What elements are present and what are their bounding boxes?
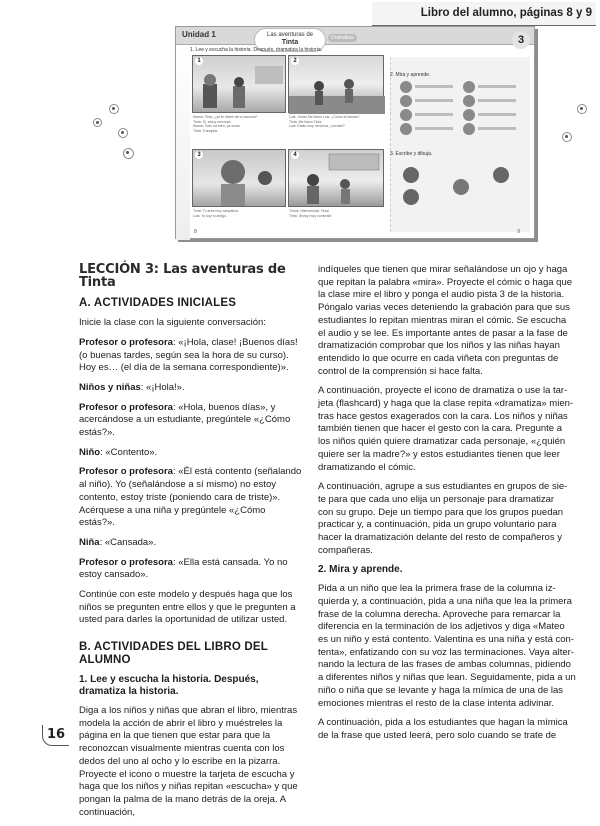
thumbnail-footer-left: 8 — [194, 229, 197, 235]
right-column — [318, 264, 600, 750]
dialogue-text: : «Cansada». — [99, 536, 157, 548]
dialogue-speaker: Niño — [79, 446, 101, 458]
section-a-heading: A. ACTIVIDADES INICIALES — [79, 297, 237, 310]
panel-4-dialogue: Todos: ¡Bienvenida, Tinta! Tinta: ¡Estoy muy contenta! — [289, 209, 332, 218]
dramatiza-badge: Dramatiza — [328, 34, 357, 42]
text-line: jeta (flashcard) y haga que la clase repita «dramatiza» mien- — [318, 398, 574, 410]
dialogue-line — [79, 466, 302, 530]
panel-1-illustration — [193, 56, 287, 114]
text-line: de la frase que usted leerá, pero solo cuando se trate de — [318, 729, 557, 741]
page-header — [372, 2, 596, 26]
dialogue-speaker: Niña — [79, 536, 100, 548]
text-line: control de la comprensión si hace falta. — [318, 365, 483, 377]
thumbnail-footer — [176, 227, 534, 238]
text-line: dramatización comprobar que los niños y las niñas hayan — [318, 340, 560, 352]
thumbnail-instruction-3: 3. Escribe y dibuja. — [390, 151, 433, 157]
panel-1-dialogue: Mamá: Tinta, ¿ya te vistes de tu escuela? Tinta: Sí, estoy nerviosa. Mamá: Todo irá bien, ya verás. Tinta: Tranquila. — [193, 115, 258, 133]
decorative-curl-icon — [577, 104, 587, 114]
dialogue-speaker: Profesor o profesora — [79, 401, 173, 413]
text-line: A continuación, agrupe a sus estudiantes en grupos de sie- — [318, 481, 568, 493]
dialogue-text: : «Él está contento (señalando al niño). Yo (señalándose a sí mismo) no estoy contento, estoy triste (poniendo cara de triste)». Acérquese a una niña y pregúntele «¿Cómo estás?». — [79, 466, 302, 529]
panel-3-dialogue: Tinta: Tú eres muy simpática. Luis: Yo soy tu amigo. — [193, 209, 239, 218]
section-b-heading: B. ACTIVIDADES DEL LIBRO DEL ALUMNO — [79, 641, 268, 666]
text-line: nando la lectura de las frases de ambas columnas, pidiendo — [318, 659, 571, 671]
page-number: 16 — [47, 727, 66, 742]
dialogue-line — [79, 382, 302, 395]
text-line: te para que cada uno elija un personaje para dramatizar — [318, 493, 555, 505]
panel-2-dialogue: Luis: ¡Hola! Me llamo Luis. ¿Cómo te llamas? Tinta: Me llamo Tinta. Luis: Estás muy nerviosa, ¿verdad? — [289, 115, 360, 128]
right-paragraph-1 — [318, 264, 600, 378]
activity-1-heading: 1. Lee y escucha la historia. Después, dramatiza la historia. — [79, 673, 259, 698]
text-line: a diferentes niños y niñas que lean. Seguidamente, pida a un — [318, 672, 576, 684]
dialogue-text: : «Ella está cansada. Yo no estoy cansado». — [79, 556, 288, 581]
activity-2-heading: 2. Mira y aprende. — [318, 564, 403, 576]
decorative-curl-icon — [118, 128, 128, 138]
dialogue-line — [79, 337, 302, 375]
dialogue-text: : «¡Hola!». — [140, 381, 185, 393]
thumbnail-instruction-1: 1. Lee y escucha la historia. Después, dramatiza la historia. — [190, 47, 323, 53]
dialogue-speaker: Profesor o profesora — [79, 466, 173, 478]
left-column — [79, 264, 302, 826]
dialogue-text: : «Hola, buenos días», y acercándose a un estudiante, pregúntele «¿Cómo estás?». — [79, 401, 291, 439]
header-text: Libro del alumno, páginas 8 y 9 — [420, 7, 592, 19]
lesson-title: LECCIÓN 3: Las aventuras de Tinta — [79, 262, 286, 290]
text-line: tras hace gestos exagerados con la cara. Los niños y niñas — [318, 410, 568, 422]
decorative-curl-icon — [562, 132, 572, 142]
decorative-curl-icon — [123, 148, 134, 159]
dialogue-text: : «Contento». — [100, 446, 158, 458]
decorative-curl-icon — [93, 118, 102, 127]
thumbnail-instruction-2: 2. Mira y aprende. — [390, 72, 431, 78]
text-line: frase de la columna derecha. Aproveche para remarcar la — [318, 608, 561, 620]
text-line: practicar y, a continuación, pida un grupo voluntario para — [318, 519, 557, 531]
panel-4-illustration — [289, 150, 385, 208]
dialogue-speaker: Profesor o profesora — [79, 336, 173, 348]
decorative-curl-icon — [109, 104, 119, 114]
text-line: es un niño y está contento. Valentina es una niña y está con- — [318, 633, 574, 645]
text-line: con su grupo. Deje un tiempo para que los grupos puedan — [318, 506, 564, 518]
dialogue-line — [79, 402, 302, 440]
comic-panel-4 — [288, 149, 384, 207]
text-line: diferencia en la terminación de los adjetivos y diga «Mateo — [318, 621, 565, 633]
comic-panel-2 — [288, 55, 384, 113]
section-a-closing: Continúe con este modelo y después haga que los niños se pregunten entre ellos y que le pregunten a usted para darles la oportunidad de utilizar usted. — [79, 589, 296, 626]
comic-panel-3 — [192, 149, 286, 207]
text-line: estudiantes lo repitan mientras miran el cómic. Se escucha — [318, 314, 567, 326]
panel-number: 4 — [291, 151, 299, 159]
text-line: emociones mientras el resto de la clase intenta adivinar. — [318, 697, 555, 709]
text-line: también tienen que hacer el gesto con la cara. Pregunte a — [318, 423, 562, 435]
panel-number: 3 — [195, 151, 203, 159]
right-paragraph-5 — [318, 717, 600, 742]
text-line: la clase mire el libro y ponga el audio pista 3 de la historia. — [318, 289, 565, 301]
unit-label: Unidad 1 — [182, 30, 216, 39]
text-line: los niños quién quiere dramatizar cada personaje, «¿quién — [318, 436, 566, 448]
dialogue-speaker: Niños y niñas — [79, 381, 141, 393]
right-page-illustrations — [391, 57, 531, 232]
panel-number: 2 — [291, 57, 299, 65]
text-line: Póngalo varias veces deteniendo la grabación para que sus — [318, 302, 570, 314]
right-paragraph-2 — [318, 385, 600, 474]
panel-3-illustration — [193, 150, 287, 208]
section-a-intro: Inicie la clase con la siguiente conversación: — [79, 317, 266, 329]
thumbnail-right-page — [390, 57, 530, 232]
thumbnail-title-line1: Las aventuras de — [266, 32, 314, 38]
activity-1-text: Diga a los niños y niñas que abran el libro, mientras modela la acción de abrir el libro y muéstreles la página en la que tienen que estar para que la reconozcan visualmente mientras cuenta con los dedos del uno al ocho y lo escribe en la pizarra. Proyecte el icono o muestre la tarjeta de escucha y haga que los niños y niñas repitan «escucha» y que pongan la palma de la mano detrás de la oreja. A continuación, — [79, 704, 298, 818]
thumbnail-title-line2: Tinta — [281, 39, 299, 46]
text-line: hacer la dramatización delante del resto de compañeros y — [318, 532, 562, 544]
text-line: que repitan la palabra «mira». Proyecte el cómic o haga que — [318, 276, 573, 288]
dialogue-line — [79, 537, 302, 550]
right-paragraph-4 — [318, 583, 600, 710]
text-line: niño o niña que se levante y haga la mímica de una de las — [318, 684, 564, 696]
text-line: dramatizando el cómic. — [318, 461, 416, 473]
dialogue-line — [79, 447, 302, 460]
dialogue-speaker: Profesor o profesora — [79, 556, 173, 568]
panel-2-illustration — [289, 56, 385, 114]
text-line: A continuación, proyecte el icono de dramatiza o use la tar- — [318, 385, 568, 397]
text-line: el audio y se lee. Es importante antes de pasar a la fase de — [318, 327, 568, 339]
text-line: entendido lo que ocurre en cada viñeta con preguntas de — [318, 352, 559, 364]
panel-number: 1 — [195, 57, 203, 65]
text-line: quierda y, a continuación, pida a una niña que lea la primera — [318, 595, 572, 607]
thumbnail-footer-right: 9 — [517, 229, 520, 235]
student-book-thumbnail — [175, 26, 535, 239]
right-paragraph-3 — [318, 481, 600, 557]
ring-binding — [176, 45, 190, 240]
text-line: Pida a un niño que lea la primera frase de la columna iz- — [318, 583, 556, 595]
dialogue-text: : «¡Hola, clase! ¡Buenos días! (o buenas tardes, según sea la hora de su curso). Hoy es… (el día de la semana correspondiente)». — [79, 336, 298, 374]
dialogue-line — [79, 557, 302, 582]
text-line: compañeras. — [318, 544, 373, 556]
text-line: quiere ser la madre?» y estos estudiantes tienen que leer — [318, 448, 560, 460]
text-line: tenta», enfatizando con su voz las terminaciones. Vaya alter- — [318, 646, 574, 658]
text-line: indíqueles que tienen que mirar señalándose un ojo y haga — [318, 264, 568, 275]
text-line: A continuación, pida a los estudiantes que hagan la mímica — [318, 717, 568, 729]
thumbnail-page-number: 3 — [512, 31, 530, 49]
comic-panel-1 — [192, 55, 286, 113]
